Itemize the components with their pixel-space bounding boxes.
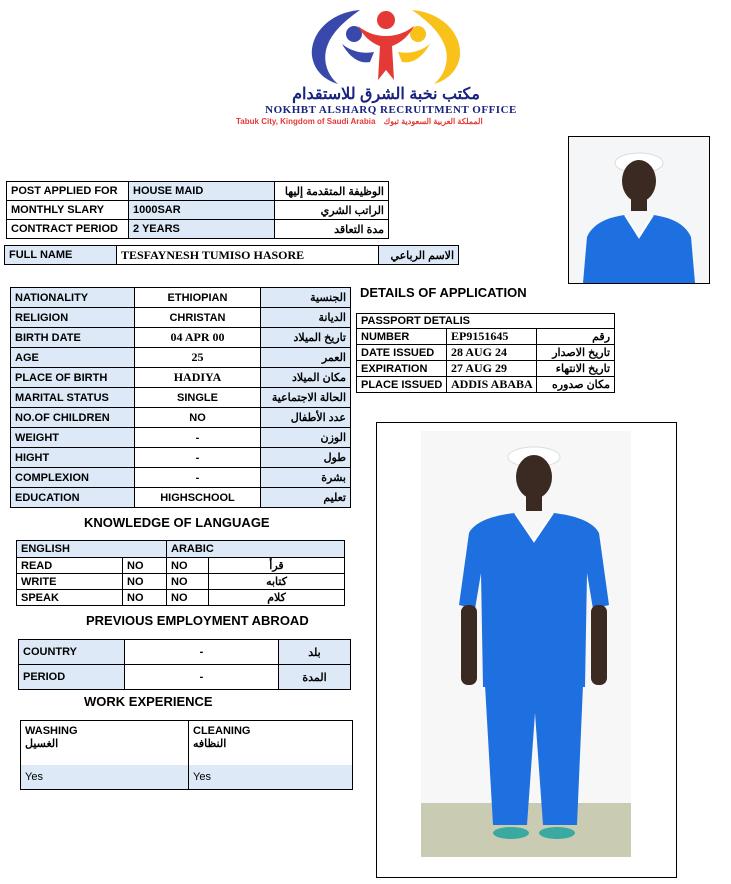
passport-label-ar: رقم	[537, 329, 615, 345]
table-row	[19, 640, 351, 665]
language-english-value: NO	[123, 574, 167, 590]
personal-value: -	[135, 468, 261, 488]
table-row	[357, 361, 615, 377]
personal-value: 04 APR 00	[135, 328, 261, 348]
table-row	[11, 428, 351, 448]
passport-photo	[568, 136, 710, 284]
table-row	[357, 345, 615, 361]
table-row	[11, 308, 351, 328]
language-skill-label: SPEAK	[17, 590, 123, 606]
washing-label-ar: الغسيل	[25, 738, 59, 750]
personal-label: NATIONALITY	[11, 288, 135, 308]
passport-label: PLACE ISSUED	[357, 377, 447, 393]
salary-label: MONTHLY SLARY	[7, 201, 129, 220]
personal-label-ar: تاريخ الميلاد	[261, 328, 351, 348]
passport-value: 28 AUG 24	[447, 345, 537, 361]
previous-label: COUNTRY	[19, 640, 125, 665]
personal-details-table	[10, 287, 351, 508]
table-row	[357, 329, 615, 345]
previous-employment-table	[18, 639, 351, 690]
language-arabic-value: NO	[167, 558, 209, 574]
table-row	[17, 558, 345, 574]
table-row	[7, 182, 389, 201]
personal-label: BIRTH DATE	[11, 328, 135, 348]
full-body-photo	[376, 422, 677, 878]
personal-label-ar: الحالة الاجتماعية	[261, 388, 351, 408]
post-label: POST APPLIED FOR	[7, 182, 129, 201]
table-row	[5, 246, 459, 265]
work-experience-heading: WORK EXPERIENCE	[84, 694, 213, 709]
table-row	[21, 721, 353, 766]
personal-label-ar: الجنسية	[261, 288, 351, 308]
personal-value: CHRISTAN	[135, 308, 261, 328]
personal-label: AGE	[11, 348, 135, 368]
personal-value: 25	[135, 348, 261, 368]
logo-location	[236, 117, 536, 126]
details-of-application-heading: DETAILS OF APPLICATION	[360, 285, 527, 300]
personal-label: PLACE OF BIRTH	[11, 368, 135, 388]
table-row	[11, 348, 351, 368]
logo-figures-icon	[302, 0, 470, 88]
logo-location-ar: المملكة العربية السعودية تبوك	[383, 117, 483, 126]
previous-label-ar: المدة	[279, 665, 351, 690]
salary-label-ar: الراتب الشري	[275, 201, 389, 220]
language-english-value: NO	[123, 558, 167, 574]
personal-label: WEIGHT	[11, 428, 135, 448]
table-row	[17, 590, 345, 606]
language-arabic-value: NO	[167, 590, 209, 606]
previous-value: -	[125, 665, 279, 690]
language-skill-label: WRITE	[17, 574, 123, 590]
passport-label: NUMBER	[357, 329, 447, 345]
language-skill-label: READ	[17, 558, 123, 574]
personal-label-ar: العمر	[261, 348, 351, 368]
language-heading: KNOWLEDGE OF LANGUAGE	[84, 515, 270, 530]
post-label-ar: الوظيفة المتقدمة إليها	[275, 182, 389, 201]
language-skill-label-ar: كتابه	[209, 574, 345, 590]
table-row	[11, 368, 351, 388]
table-row	[357, 377, 615, 393]
personal-label-ar: تعليم	[261, 488, 351, 508]
personal-label-ar: مكان الميلاد	[261, 368, 351, 388]
table-row	[17, 574, 345, 590]
passport-value: 27 AUG 29	[447, 361, 537, 377]
table-row	[11, 448, 351, 468]
salary-value: 1000SAR	[129, 201, 275, 220]
cleaning-label-ar: النظافه	[193, 738, 227, 750]
language-col-arabic: ARABIC	[167, 541, 345, 558]
personal-label-ar: بشرة	[261, 468, 351, 488]
table-row	[11, 488, 351, 508]
logo-english-name: NOKHBT ALSHARQ RECRUITMENT OFFICE	[265, 104, 517, 116]
table-row	[21, 765, 353, 790]
personal-value: -	[135, 448, 261, 468]
table-row	[11, 408, 351, 428]
table-row	[7, 220, 389, 239]
language-col-english: ENGLISH	[17, 541, 167, 558]
personal-label: NO.OF CHILDREN	[11, 408, 135, 428]
personal-label-ar: الوزن	[261, 428, 351, 448]
washing-value: Yes	[21, 765, 189, 790]
passport-table	[356, 313, 615, 393]
personal-label: MARITAL STATUS	[11, 388, 135, 408]
full-name-value: TESFAYNESH TUMISO HASORE	[117, 246, 379, 265]
personal-label: RELIGION	[11, 308, 135, 328]
full-name-label: FULL NAME	[5, 246, 117, 265]
logo-arabic-name: مكتب نخبة الشرق للاستقدام	[292, 86, 480, 103]
personal-label-ar: طول	[261, 448, 351, 468]
language-arabic-value: NO	[167, 574, 209, 590]
job-table	[6, 181, 389, 239]
passport-photo-image	[569, 137, 709, 283]
personal-value: HIGHSCHOOL	[135, 488, 261, 508]
table-row	[11, 328, 351, 348]
table-row	[19, 665, 351, 690]
language-table	[16, 540, 345, 606]
table-row	[11, 388, 351, 408]
table-row	[17, 541, 345, 558]
personal-value: ETHIOPIAN	[135, 288, 261, 308]
passport-label-ar: مكان صدوره	[537, 377, 615, 393]
personal-label-ar: الديانة	[261, 308, 351, 328]
personal-value: SINGLE	[135, 388, 261, 408]
table-row	[357, 314, 615, 329]
personal-label: EDUCATION	[11, 488, 135, 508]
period-value: 2 YEARS	[129, 220, 275, 239]
cleaning-cell	[189, 721, 353, 766]
logo-location-en: Tabuk City, Kingdom of Saudi Arabia	[236, 117, 376, 126]
previous-employment-heading: PREVIOUS EMPLOYMENT ABROAD	[86, 613, 309, 628]
personal-value: HADIYA	[135, 368, 261, 388]
personal-label-ar: عدد الأطفال	[261, 408, 351, 428]
passport-label: DATE ISSUED	[357, 345, 447, 361]
passport-heading: PASSPORT DETALIS	[357, 314, 615, 329]
washing-label: WASHING	[25, 725, 78, 737]
period-label-ar: مدة التعاقد	[275, 220, 389, 239]
personal-value: NO	[135, 408, 261, 428]
passport-label-ar: تاريخ الانتهاء	[537, 361, 615, 377]
language-skill-label-ar: قرأ	[209, 558, 345, 574]
passport-label-ar: تاريخ الاصدار	[537, 345, 615, 361]
personal-value: -	[135, 428, 261, 448]
previous-label-ar: بلد	[279, 640, 351, 665]
washing-cell	[21, 721, 189, 766]
table-row	[7, 201, 389, 220]
office-logo	[236, 0, 536, 128]
personal-label: COMPLEXION	[11, 468, 135, 488]
full-name-table	[4, 245, 459, 265]
cleaning-value: Yes	[189, 765, 353, 790]
table-row	[11, 468, 351, 488]
work-experience-table	[20, 720, 353, 790]
language-english-value: NO	[123, 590, 167, 606]
full-body-photo-image	[377, 423, 676, 877]
passport-value: ADDIS ABABA	[447, 377, 537, 393]
passport-value: EP9151645	[447, 329, 537, 345]
post-value: HOUSE MAID	[129, 182, 275, 201]
language-skill-label-ar: كلام	[209, 590, 345, 606]
full-name-label-ar: الاسم الرباعي	[379, 246, 459, 265]
cleaning-label: CLEANING	[193, 725, 251, 737]
passport-label: EXPIRATION	[357, 361, 447, 377]
table-row	[11, 288, 351, 308]
previous-label: PERIOD	[19, 665, 125, 690]
period-label: CONTRACT PERIOD	[7, 220, 129, 239]
personal-label: HIGHT	[11, 448, 135, 468]
previous-value: -	[125, 640, 279, 665]
